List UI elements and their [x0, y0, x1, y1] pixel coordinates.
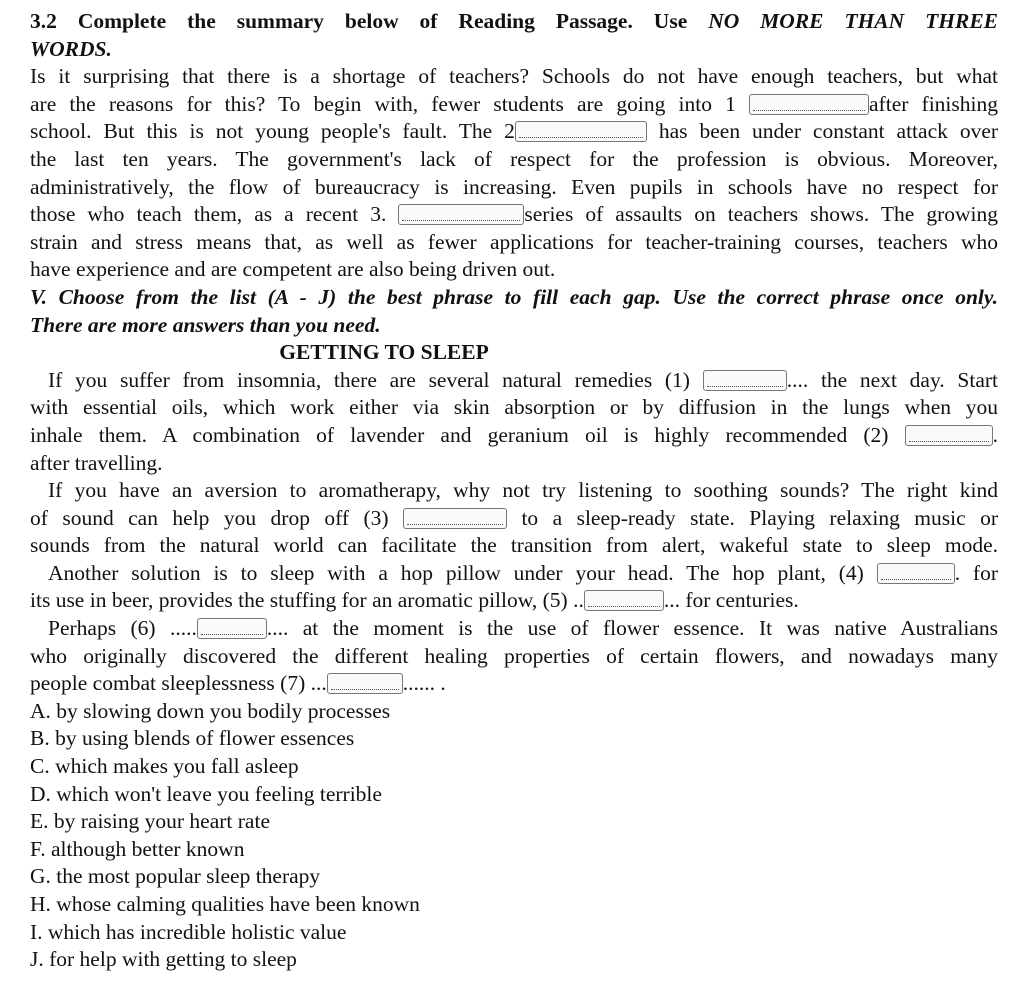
passage-line [30, 505, 998, 533]
section-v-instruction-2: There are more answers than you need. [30, 312, 381, 337]
passage-line: who originally discovered the different healing properties of certain flowers, and nowadays many [30, 643, 998, 668]
passage-line: with essential oils, which work either via skin absorption or by diffusion in the lungs when you [30, 395, 998, 420]
option-b: B. by using blends of flower essences [30, 726, 355, 751]
heading-emphasis: NO MORE THAN THREE [708, 9, 999, 33]
passage-text: its use in beer, provides the stuffing for an aromatic pillow, (5) .. [30, 588, 584, 613]
passage-line: If you have an aversion to aromatherapy, why not try listening to soothing sounds? The right kind [48, 478, 998, 503]
passage-line [30, 560, 998, 588]
blank-4-input[interactable] [877, 563, 955, 584]
blank-2-input[interactable] [905, 425, 993, 446]
option-h: H. whose calming qualities have been known [30, 892, 420, 916]
passage-text: of sound can help you drop off (3) [30, 505, 389, 530]
passage-text: people combat sleeplessness (7) ... [30, 671, 327, 696]
passage-line [30, 670, 998, 698]
summary-text: after finishing [869, 91, 998, 116]
passage-text: If you suffer from insomnia, there are several natural remedies (1) [48, 367, 690, 392]
passage-text: ... for centuries. [663, 588, 799, 613]
blank-5-input[interactable] [584, 590, 664, 611]
passage-text: Another solution is to sleep with a hop pillow under your head. The hop plant, (4) [48, 560, 864, 585]
blank-1-input[interactable] [703, 370, 787, 391]
summary-line [30, 118, 998, 146]
passage-text: .... the next day. Start [786, 367, 999, 392]
passage-line [30, 615, 998, 643]
blank-3-input[interactable] [403, 508, 507, 529]
section-32-heading-end: WORDS. [30, 36, 112, 61]
summary-line: the last ten years. The government's lack of respect for the profession is obvious. Moreover, [30, 146, 998, 171]
passage-text: to a sleep-ready state. Playing relaxing music or [521, 505, 999, 530]
passage-text: . [992, 422, 998, 447]
passage-line [30, 422, 998, 450]
summary-line [30, 91, 998, 119]
summary-text: series of assaults on teachers shows. The growing [524, 202, 999, 227]
summary-line: strain and stress means that, as well as fewer applications for teacher-training courses, teachers who [30, 229, 998, 254]
summary-text: are the reasons for this? To begin with, fewer students are going into 1 [30, 91, 736, 116]
passage-text: .... at the moment is the use of flower essence. It was native Australians [266, 616, 998, 641]
passage-line [30, 367, 998, 395]
passage-title: GETTING TO SLEEP [279, 340, 489, 365]
heading-text: 3.2 Complete the summary below of Reading Passage. Use [30, 9, 709, 33]
summary-line: have experience and are competent are also being driven out. [30, 257, 556, 282]
option-g: G. the most popular sleep therapy [30, 864, 321, 889]
option-j: J. for help with getting to sleep [30, 947, 297, 972]
section-32-heading [30, 8, 998, 36]
blank-7-input[interactable] [327, 673, 403, 694]
options-list [30, 698, 998, 974]
passage-text: Perhaps (6) ..... [48, 616, 197, 641]
passage-text: . for [954, 560, 998, 585]
summary-text: has been under constant attack over [658, 119, 999, 144]
passage-text: inhale them. A combination of lavender and geranium oil is highly recommended (2) [30, 422, 889, 447]
passage-line: sounds from the natural world can facilitate the transition from alert, wakeful state to sleep mode. [30, 533, 998, 558]
gap-1-input[interactable] [749, 94, 869, 115]
passage-line: after travelling. [30, 450, 163, 475]
option-a: A. by slowing down you bodily processes [30, 698, 391, 723]
summary-text: those who teach them, as a recent 3. [30, 202, 387, 227]
summary-line: administratively, the flow of bureaucracy is increasing. Even pupils in schools have no respect for [30, 174, 998, 199]
summary-text: school. But this is not young people's fault. The 2 [30, 119, 515, 144]
option-e: E. by raising your heart rate [30, 809, 270, 834]
option-f: F. although better known [30, 836, 245, 861]
option-c: C. which makes you fall asleep [30, 754, 299, 779]
option-d: D. which won't leave you feeling terrible [30, 781, 382, 806]
gap-2-input[interactable] [515, 121, 647, 142]
passage-text: ...... . [402, 671, 446, 696]
passage-line [30, 587, 998, 615]
gap-3-input[interactable] [398, 204, 524, 225]
summary-line [30, 201, 998, 229]
section-v-instruction: V. Choose from the list (A - J) the best phrase to fill each gap. Use the correct phrase once only. [30, 284, 998, 309]
summary-line: Is it surprising that there is a shortage of teachers? Schools do not have enough teachers, but what [30, 64, 998, 89]
option-i: I. which has incredible holistic value [30, 919, 347, 944]
blank-6-input[interactable] [197, 618, 267, 639]
